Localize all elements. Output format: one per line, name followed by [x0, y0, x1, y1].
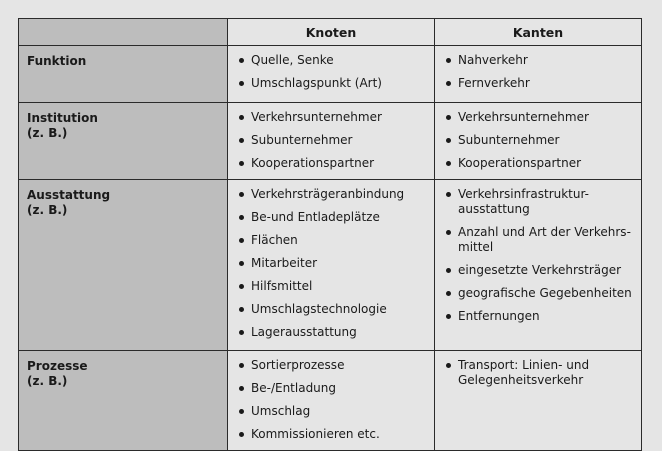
- comparison-table-frame: [18, 18, 641, 441]
- bullet-list: [238, 110, 428, 171]
- bullet-list: [445, 187, 635, 324]
- list-item: Hilfsmittel: [238, 279, 428, 294]
- row-prozesse: [19, 351, 642, 451]
- list-item: Nahverkehr: [445, 53, 635, 68]
- row-institution: [19, 103, 642, 180]
- list-item: Sortierprozesse: [238, 358, 428, 373]
- row-label-funktion: [19, 46, 228, 103]
- kanten-cell-funktion: [435, 46, 642, 103]
- bullet-list: [238, 53, 428, 91]
- header-kanten: Kanten: [435, 19, 642, 46]
- row-ausstattung: [19, 180, 642, 351]
- row-title: Ausstattung: [27, 188, 111, 202]
- row-subtitle: (z. B.): [27, 374, 68, 388]
- list-item: Be-/Entladung: [238, 381, 428, 396]
- row-subtitle: (z. B.): [27, 126, 68, 140]
- list-item: Umschlagstechnologie: [238, 302, 428, 317]
- bullet-list: [238, 358, 428, 442]
- header-row: [19, 19, 642, 46]
- list-item: Verkehrsinfrastruktur-ausstattung: [445, 187, 635, 217]
- list-item: Kooperationspartner: [238, 156, 428, 171]
- list-item: eingesetzte Verkehrsträger: [445, 263, 635, 278]
- list-item: Subunternehmer: [445, 133, 635, 148]
- row-subtitle: (z. B.): [27, 203, 68, 217]
- knoten-kanten-table: [18, 18, 642, 451]
- row-funktion: [19, 46, 642, 103]
- list-item: Anzahl und Art der Verkehrs-mittel: [445, 225, 635, 255]
- bullet-list: [445, 53, 635, 91]
- list-item: Be-und Entladeplätze: [238, 210, 428, 225]
- list-item: Lagerausstattung: [238, 325, 428, 340]
- list-item: Mitarbeiter: [238, 256, 428, 271]
- knoten-cell-institution: [228, 103, 435, 180]
- row-title: Institution: [27, 111, 98, 125]
- list-item: Fernverkehr: [445, 76, 635, 91]
- bullet-list: [445, 110, 635, 171]
- row-label-ausstattung: [19, 180, 228, 351]
- row-label-institution: [19, 103, 228, 180]
- list-item: geografische Gegebenheiten: [445, 286, 635, 301]
- list-item: Entfernungen: [445, 309, 635, 324]
- knoten-cell-prozesse: [228, 351, 435, 451]
- list-item: Umschlag: [238, 404, 428, 419]
- list-item: Verkehrsunternehmer: [238, 110, 428, 125]
- kanten-cell-institution: [435, 103, 642, 180]
- list-item: Transport: Linien- und Gelegenheitsverkehr: [445, 358, 635, 388]
- row-title: Prozesse: [27, 359, 88, 373]
- kanten-cell-ausstattung: [435, 180, 642, 351]
- list-item: Flächen: [238, 233, 428, 248]
- list-item: Verkehrsträgeranbindung: [238, 187, 428, 202]
- bullet-list: [445, 358, 635, 388]
- list-item: Umschlagspunkt (Art): [238, 76, 428, 91]
- header-knoten: Knoten: [228, 19, 435, 46]
- list-item: Quelle, Senke: [238, 53, 428, 68]
- knoten-cell-funktion: [228, 46, 435, 103]
- knoten-cell-ausstattung: [228, 180, 435, 351]
- list-item: Verkehrsunternehmer: [445, 110, 635, 125]
- corner-cell: [19, 19, 228, 46]
- row-title: Funktion: [27, 54, 87, 68]
- row-label-prozesse: [19, 351, 228, 451]
- list-item: Kooperationspartner: [445, 156, 635, 171]
- list-item: Subunternehmer: [238, 133, 428, 148]
- bullet-list: [238, 187, 428, 340]
- list-item: Kommissionieren etc.: [238, 427, 428, 442]
- kanten-cell-prozesse: [435, 351, 642, 451]
